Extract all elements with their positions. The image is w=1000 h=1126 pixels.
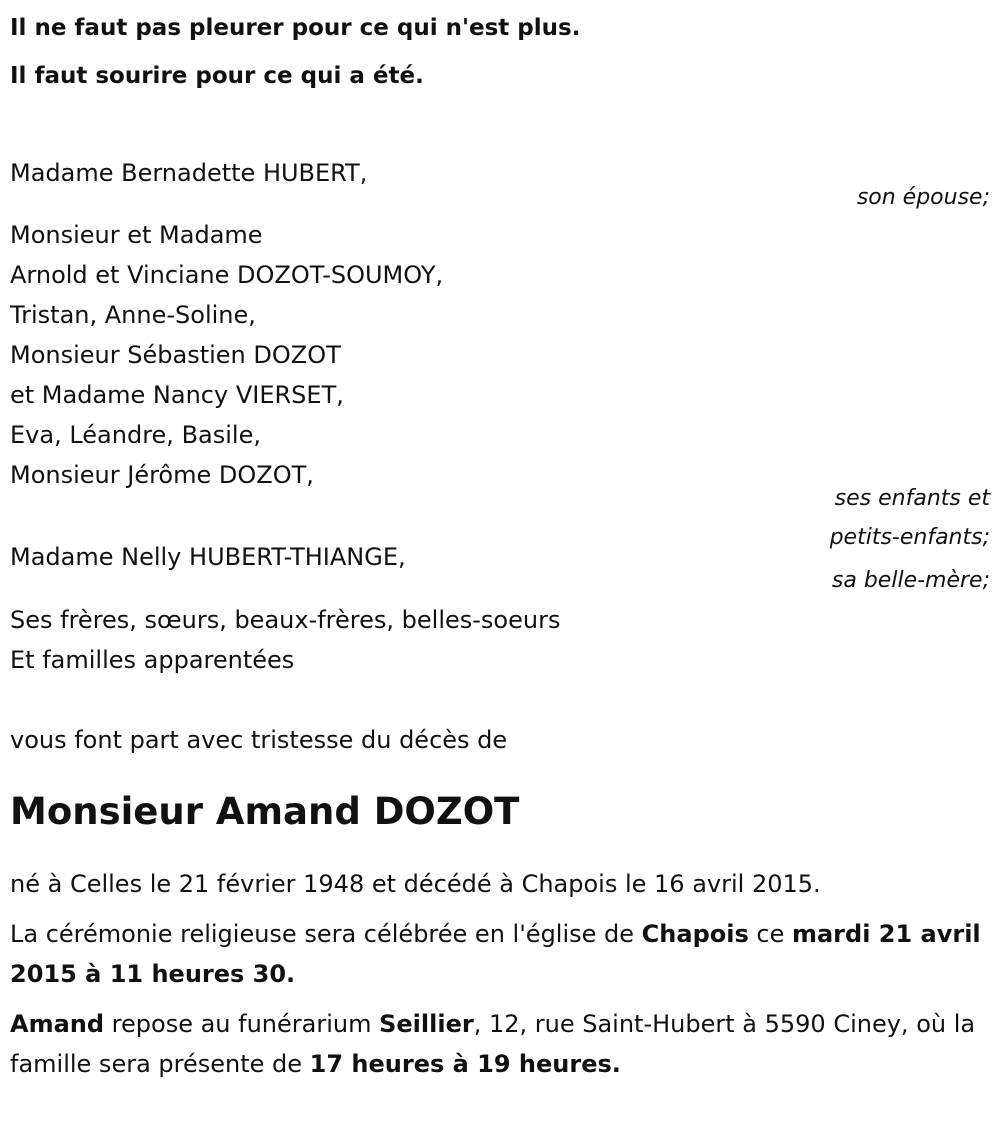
family-name-line: Monsieur Jérôme DOZOT, — [10, 461, 314, 489]
family-role: petits-enfants; — [829, 525, 990, 550]
visitation-text-part: repose au funérarium — [104, 1010, 380, 1038]
epigraph — [10, 4, 990, 100]
ceremony-place: Chapois — [641, 920, 749, 948]
family-name-line: Monsieur Sébastien DOZOT — [10, 341, 341, 369]
visitation-deceased-name: Amand — [10, 1010, 105, 1038]
family-name-line: Madame Bernadette HUBERT, — [10, 159, 368, 187]
ceremony-datetime: mardi 21 avril 2015 à 11 heures 30. — [10, 920, 981, 988]
family-name-line: Ses frères, sœurs, beaux-frères, belles-soeurs — [10, 606, 561, 634]
family-group-children — [10, 215, 990, 557]
visitation-hours: 17 heures à 19 heures. — [309, 1050, 621, 1078]
family-role: sa belle-mère; — [831, 568, 990, 593]
obituary-notice — [10, 0, 990, 1084]
family-role: ses enfants et — [834, 486, 990, 511]
family-name-line: Madame Nelly HUBERT-THIANGE, — [10, 543, 406, 571]
family-role: son épouse; — [856, 185, 990, 210]
family-name-line: et Madame Nancy VIERSET, — [10, 381, 344, 409]
family-name-line: Arnold et Vinciane DOZOT-SOUMOY, — [10, 261, 444, 289]
epigraph-line-2: Il faut sourire pour ce qui a été. — [10, 63, 424, 89]
birth-death-text: né à Celles le 21 février 1948 et décédé à Chapois le 16 avril 2015. — [10, 870, 821, 898]
family-name-line: Tristan, Anne-Soline, — [10, 301, 256, 329]
family-name-line: Et familles apparentées — [10, 646, 295, 674]
family-group-relatives — [10, 600, 990, 680]
ceremony-text — [10, 914, 990, 994]
epigraph-line-1: Il ne faut pas pleurer pour ce qui n'est plus. — [10, 15, 581, 41]
family-group-spouse — [10, 153, 990, 217]
ceremony-text-part: ce — [748, 920, 792, 948]
funeral-home-name: Seillier — [379, 1010, 474, 1038]
spacer — [10, 100, 990, 153]
visitation-text-part: , 12, rue Saint-Hubert à 5590 Ciney, où la famille sera présente de — [10, 1010, 976, 1078]
deceased-name: Monsieur Amand DOZOT — [10, 790, 520, 833]
visitation-text — [10, 1004, 990, 1084]
ceremony-text-part: La cérémonie religieuse sera célébrée en l'église de — [10, 920, 642, 948]
announcement-text: vous font part avec tristesse du décès de — [10, 726, 508, 754]
family-name-line: Monsieur et Madame — [10, 221, 263, 249]
family-name-line: Eva, Léandre, Basile, — [10, 421, 261, 449]
